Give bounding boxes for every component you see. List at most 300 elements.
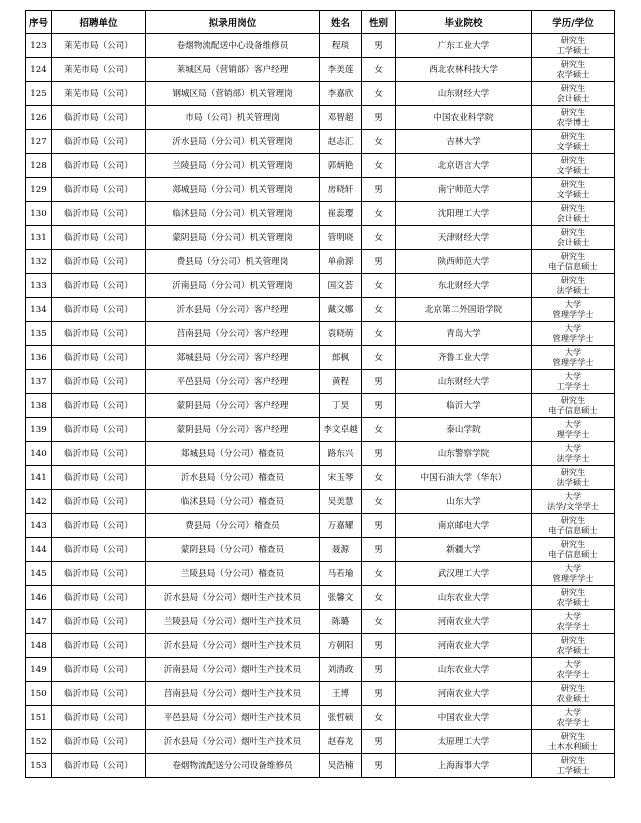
- cell-name: 黄程: [320, 370, 362, 394]
- cell-gender: 男: [362, 106, 396, 130]
- degree-title: 农学学士: [556, 716, 590, 727]
- cell-name: 李文卓越: [320, 418, 362, 442]
- table-row: [26, 370, 615, 394]
- cell-serial-number: 123: [26, 34, 52, 58]
- cell-serial-number: 124: [26, 58, 52, 82]
- cell-position: 沂水县局（分公司）机关管理岗: [146, 130, 320, 154]
- header-proposed-position: 拟录用岗位: [146, 11, 320, 34]
- cell-education-degree: [532, 586, 615, 610]
- cell-school: 山东大学: [396, 490, 532, 514]
- cell-school: 西北农林科技大学: [396, 58, 532, 82]
- cell-gender: 女: [362, 346, 396, 370]
- cell-hiring-unit: 临沂市局（公司）: [52, 394, 146, 418]
- education-level: 大学: [564, 659, 582, 669]
- table-row: [26, 202, 615, 226]
- cell-name: 吴浩楠: [320, 754, 362, 778]
- cell-serial-number: 129: [26, 178, 52, 202]
- education-level: 研究生: [560, 515, 586, 525]
- table-row: [26, 706, 615, 730]
- cell-serial-number: 140: [26, 442, 52, 466]
- cell-position: 临沭县局（分公司）机关管理岗: [146, 202, 320, 226]
- table-row: [26, 106, 615, 130]
- cell-education-degree: [532, 514, 615, 538]
- cell-serial-number: 149: [26, 658, 52, 682]
- cell-school: 山东农业大学: [396, 658, 532, 682]
- cell-education-degree: [532, 34, 615, 58]
- hiring-results-table: [25, 10, 615, 778]
- degree-title: 电子信息硕士: [548, 404, 598, 415]
- degree-title: 农学硕士: [556, 596, 590, 607]
- cell-gender: 男: [362, 634, 396, 658]
- cell-gender: 女: [362, 586, 396, 610]
- table-row: [26, 82, 615, 106]
- cell-hiring-unit: 莱芜市局（公司）: [52, 82, 146, 106]
- cell-position: 平邑县局（分公司）客户经理: [146, 370, 320, 394]
- cell-position: 临沭县局（分公司）稽查员: [146, 490, 320, 514]
- cell-name: 聂源: [320, 538, 362, 562]
- cell-name: 房晓轩: [320, 178, 362, 202]
- cell-gender: 女: [362, 298, 396, 322]
- cell-gender: 女: [362, 322, 396, 346]
- cell-education-degree: [532, 610, 615, 634]
- cell-gender: 男: [362, 514, 396, 538]
- cell-hiring-unit: 临沂市局（公司）: [52, 706, 146, 730]
- cell-name: 单俞源: [320, 250, 362, 274]
- table-row: [26, 466, 615, 490]
- degree-title: 土木水利硕士: [548, 740, 598, 751]
- education-level: 研究生: [560, 107, 586, 117]
- cell-education-degree: [532, 730, 615, 754]
- cell-education-degree: [532, 634, 615, 658]
- cell-position: 沂南县局（分公司）烟叶生产技术员: [146, 658, 320, 682]
- degree-title: 电子信息硕士: [548, 260, 598, 271]
- degree-title: 农学学士: [556, 620, 590, 631]
- cell-school: 吉林大学: [396, 130, 532, 154]
- cell-position: 沂水县局（分公司）烟叶生产技术员: [146, 730, 320, 754]
- cell-gender: 男: [362, 538, 396, 562]
- table-row: [26, 418, 615, 442]
- cell-serial-number: 148: [26, 634, 52, 658]
- cell-education-degree: [532, 370, 615, 394]
- cell-gender: 男: [362, 682, 396, 706]
- cell-position: 郯城县局（分公司）稽查员: [146, 442, 320, 466]
- degree-title: 文学硕士: [556, 164, 590, 175]
- cell-serial-number: 125: [26, 82, 52, 106]
- cell-serial-number: 150: [26, 682, 52, 706]
- cell-name: 管明晓: [320, 226, 362, 250]
- degree-title: 电子信息硕士: [548, 548, 598, 559]
- table-row: [26, 274, 615, 298]
- cell-position: 费县局（分公司）机关管理岗: [146, 250, 320, 274]
- cell-school: 临沂大学: [396, 394, 532, 418]
- degree-title: 会计硕士: [556, 92, 590, 103]
- cell-school: 河南农业大学: [396, 682, 532, 706]
- cell-education-degree: [532, 682, 615, 706]
- cell-hiring-unit: 临沂市局（公司）: [52, 202, 146, 226]
- cell-name: 国文荟: [320, 274, 362, 298]
- cell-hiring-unit: 临沂市局（公司）: [52, 178, 146, 202]
- cell-position: 兰陵县局（分公司）稽查员: [146, 562, 320, 586]
- cell-position: 莒南县局（分公司）烟叶生产技术员: [146, 682, 320, 706]
- cell-school: 陕西师范大学: [396, 250, 532, 274]
- cell-position: 兰陵县局（分公司）机关管理岗: [146, 154, 320, 178]
- cell-education-degree: [532, 322, 615, 346]
- education-level: 大学: [564, 443, 582, 453]
- education-level: 研究生: [560, 131, 586, 141]
- cell-serial-number: 152: [26, 730, 52, 754]
- cell-school: 齐鲁工业大学: [396, 346, 532, 370]
- table-row: [26, 298, 615, 322]
- education-level: 研究生: [560, 83, 586, 93]
- degree-title: 会计硕士: [556, 212, 590, 223]
- education-level: 大学: [564, 707, 582, 717]
- cell-hiring-unit: 临沂市局（公司）: [52, 418, 146, 442]
- cell-name: 郎枫: [320, 346, 362, 370]
- cell-position: 沂水县局（分公司）烟叶生产技术员: [146, 586, 320, 610]
- cell-school: 广东工业大学: [396, 34, 532, 58]
- header-hiring-unit: 招聘单位: [52, 11, 146, 34]
- cell-hiring-unit: 临沂市局（公司）: [52, 634, 146, 658]
- cell-hiring-unit: 莱芜市局（公司）: [52, 34, 146, 58]
- degree-title: 文学硕士: [556, 140, 590, 151]
- cell-hiring-unit: 临沂市局（公司）: [52, 106, 146, 130]
- cell-position: 蒙阴县局（分公司）客户经理: [146, 418, 320, 442]
- cell-name: 李美莲: [320, 58, 362, 82]
- education-level: 研究生: [560, 395, 586, 405]
- cell-hiring-unit: 临沂市局（公司）: [52, 274, 146, 298]
- cell-position: 卷烟物流配送分公司设备维修员: [146, 754, 320, 778]
- education-level: 研究生: [560, 275, 586, 285]
- header-gender: 性别: [362, 11, 396, 34]
- cell-school: 河南农业大学: [396, 634, 532, 658]
- cell-hiring-unit: 临沂市局（公司）: [52, 226, 146, 250]
- cell-hiring-unit: 临沂市局（公司）: [52, 322, 146, 346]
- degree-title: 工学硕士: [556, 764, 590, 775]
- cell-school: 沈阳理工大学: [396, 202, 532, 226]
- degree-title: 农业硕士: [556, 692, 590, 703]
- degree-title: 法学学士: [556, 452, 590, 463]
- cell-gender: 男: [362, 394, 396, 418]
- degree-title: 农学硕士: [556, 68, 590, 79]
- cell-serial-number: 138: [26, 394, 52, 418]
- cell-gender: 男: [362, 250, 396, 274]
- cell-name: 崔蕊璎: [320, 202, 362, 226]
- table-row: [26, 514, 615, 538]
- cell-serial-number: 133: [26, 274, 52, 298]
- cell-education-degree: [532, 82, 615, 106]
- cell-position: 钢城区局（营销部）机关管理岗: [146, 82, 320, 106]
- cell-hiring-unit: 临沂市局（公司）: [52, 586, 146, 610]
- cell-school: 山东警察学院: [396, 442, 532, 466]
- degree-title: 法学硕士: [556, 284, 590, 295]
- cell-gender: 女: [362, 466, 396, 490]
- education-level: 大学: [564, 563, 582, 573]
- table-row: [26, 154, 615, 178]
- cell-education-degree: [532, 178, 615, 202]
- cell-education-degree: [532, 658, 615, 682]
- education-level: 研究生: [560, 539, 586, 549]
- cell-education-degree: [532, 346, 615, 370]
- degree-title: 农学博士: [556, 116, 590, 127]
- cell-hiring-unit: 临沂市局（公司）: [52, 538, 146, 562]
- table-row: [26, 586, 615, 610]
- cell-hiring-unit: 临沂市局（公司）: [52, 730, 146, 754]
- degree-title: 电子信息硕士: [548, 524, 598, 535]
- cell-position: 沂水县局（分公司）客户经理: [146, 298, 320, 322]
- cell-serial-number: 137: [26, 370, 52, 394]
- cell-school: 中国农业大学: [396, 706, 532, 730]
- cell-hiring-unit: 临沂市局（公司）: [52, 130, 146, 154]
- cell-position: 郯城县局（分公司）客户经理: [146, 346, 320, 370]
- table-row: [26, 754, 615, 778]
- cell-gender: 女: [362, 82, 396, 106]
- cell-school: 北京第二外国语学院: [396, 298, 532, 322]
- cell-serial-number: 130: [26, 202, 52, 226]
- cell-education-degree: [532, 298, 615, 322]
- cell-gender: 男: [362, 730, 396, 754]
- cell-hiring-unit: 临沂市局（公司）: [52, 466, 146, 490]
- cell-gender: 女: [362, 58, 396, 82]
- cell-gender: 女: [362, 274, 396, 298]
- cell-hiring-unit: 临沂市局（公司）: [52, 250, 146, 274]
- cell-gender: 女: [362, 130, 396, 154]
- table-row: [26, 250, 615, 274]
- header-graduate-school: 毕业院校: [396, 11, 532, 34]
- cell-hiring-unit: 临沂市局（公司）: [52, 490, 146, 514]
- cell-name: 郭炳艳: [320, 154, 362, 178]
- cell-gender: 女: [362, 610, 396, 634]
- cell-gender: 女: [362, 202, 396, 226]
- cell-position: 平邑县局（分公司）烟叶生产技术员: [146, 706, 320, 730]
- cell-name: 方朝阳: [320, 634, 362, 658]
- cell-serial-number: 126: [26, 106, 52, 130]
- education-level: 大学: [564, 419, 582, 429]
- cell-school: 泰山学院: [396, 418, 532, 442]
- education-level: 大学: [564, 371, 582, 381]
- cell-serial-number: 131: [26, 226, 52, 250]
- cell-name: 刘清政: [320, 658, 362, 682]
- cell-hiring-unit: 临沂市局（公司）: [52, 346, 146, 370]
- cell-name: 张馨文: [320, 586, 362, 610]
- cell-serial-number: 144: [26, 538, 52, 562]
- degree-title: 农学学士: [556, 668, 590, 679]
- cell-name: 张哲硕: [320, 706, 362, 730]
- cell-name: 袁晓萌: [320, 322, 362, 346]
- header-education-degree: 学历/学位: [532, 11, 615, 34]
- education-level: 大学: [564, 299, 582, 309]
- cell-hiring-unit: 临沂市局（公司）: [52, 154, 146, 178]
- cell-school: 南宁师范大学: [396, 178, 532, 202]
- table-row: [26, 682, 615, 706]
- cell-school: 河南农业大学: [396, 610, 532, 634]
- education-level: 研究生: [560, 203, 586, 213]
- cell-hiring-unit: 临沂市局（公司）: [52, 442, 146, 466]
- cell-education-degree: [532, 418, 615, 442]
- cell-education-degree: [532, 466, 615, 490]
- education-level: 研究生: [560, 467, 586, 477]
- table-row: [26, 562, 615, 586]
- cell-serial-number: 145: [26, 562, 52, 586]
- degree-title: 会计硕士: [556, 236, 590, 247]
- cell-position: 沂水县局（分公司）稽查员: [146, 466, 320, 490]
- cell-position: 蒙阴县局（分公司）客户经理: [146, 394, 320, 418]
- cell-serial-number: 143: [26, 514, 52, 538]
- table-row: [26, 610, 615, 634]
- cell-serial-number: 141: [26, 466, 52, 490]
- cell-name: 宋玉琴: [320, 466, 362, 490]
- cell-education-degree: [532, 538, 615, 562]
- cell-school: 武汉理工大学: [396, 562, 532, 586]
- cell-hiring-unit: 临沂市局（公司）: [52, 682, 146, 706]
- cell-school: 青岛大学: [396, 322, 532, 346]
- cell-name: 赵志汇: [320, 130, 362, 154]
- cell-school: 天津财经大学: [396, 226, 532, 250]
- education-level: 大学: [564, 347, 582, 357]
- cell-gender: 男: [362, 442, 396, 466]
- education-level: 研究生: [560, 59, 586, 69]
- cell-name: 戴文娜: [320, 298, 362, 322]
- cell-gender: 女: [362, 562, 396, 586]
- cell-name: 赵春龙: [320, 730, 362, 754]
- cell-gender: 女: [362, 418, 396, 442]
- cell-hiring-unit: 临沂市局（公司）: [52, 658, 146, 682]
- cell-serial-number: 135: [26, 322, 52, 346]
- cell-gender: 男: [362, 658, 396, 682]
- cell-gender: 男: [362, 370, 396, 394]
- table-row: [26, 226, 615, 250]
- cell-education-degree: [532, 106, 615, 130]
- education-level: 研究生: [560, 227, 586, 237]
- cell-school: 中国石油大学（华东）: [396, 466, 532, 490]
- cell-position: 市局（公司）机关管理岗: [146, 106, 320, 130]
- table-row: [26, 346, 615, 370]
- cell-position: 莒南县局（分公司）客户经理: [146, 322, 320, 346]
- cell-gender: 男: [362, 34, 396, 58]
- cell-education-degree: [532, 562, 615, 586]
- header-serial-number: 序号: [26, 11, 52, 34]
- table-row: [26, 538, 615, 562]
- cell-gender: 女: [362, 706, 396, 730]
- cell-hiring-unit: 临沂市局（公司）: [52, 610, 146, 634]
- cell-position: 郯城县局（分公司）机关管理岗: [146, 178, 320, 202]
- cell-position: 沂水县局（分公司）烟叶生产技术员: [146, 634, 320, 658]
- degree-title: 管理学学士: [552, 308, 594, 319]
- cell-serial-number: 139: [26, 418, 52, 442]
- cell-hiring-unit: 临沂市局（公司）: [52, 514, 146, 538]
- cell-serial-number: 151: [26, 706, 52, 730]
- degree-title: 法学硕士: [556, 476, 590, 487]
- cell-school: 中国农业科学院: [396, 106, 532, 130]
- cell-gender: 女: [362, 490, 396, 514]
- cell-name: 马若瑜: [320, 562, 362, 586]
- degree-title: 法学/文学学士: [547, 500, 599, 511]
- cell-hiring-unit: 临沂市局（公司）: [52, 370, 146, 394]
- table-row: [26, 442, 615, 466]
- cell-education-degree: [532, 58, 615, 82]
- table-row: [26, 130, 615, 154]
- cell-serial-number: 153: [26, 754, 52, 778]
- degree-title: 管理学学士: [552, 572, 594, 583]
- education-level: 研究生: [560, 587, 586, 597]
- cell-education-degree: [532, 130, 615, 154]
- education-level: 大学: [564, 491, 582, 501]
- degree-title: 工学学士: [556, 380, 590, 391]
- cell-serial-number: 127: [26, 130, 52, 154]
- table-row: [26, 634, 615, 658]
- education-level: 研究生: [560, 755, 586, 765]
- cell-education-degree: [532, 250, 615, 274]
- header-name: 姓名: [320, 11, 362, 34]
- table-header-row: [26, 11, 615, 34]
- table-row: [26, 658, 615, 682]
- cell-school: 东北财经大学: [396, 274, 532, 298]
- cell-education-degree: [532, 202, 615, 226]
- cell-education-degree: [532, 226, 615, 250]
- cell-position: 费县局（分公司）稽查员: [146, 514, 320, 538]
- cell-education-degree: [532, 154, 615, 178]
- degree-title: 工学硕士: [556, 44, 590, 55]
- table-row: [26, 178, 615, 202]
- degree-title: 理学学士: [556, 428, 590, 439]
- education-level: 研究生: [560, 179, 586, 189]
- cell-school: 北京语言大学: [396, 154, 532, 178]
- cell-serial-number: 142: [26, 490, 52, 514]
- cell-position: 莱城区局（营销部）客户经理: [146, 58, 320, 82]
- cell-name: 万嘉耀: [320, 514, 362, 538]
- cell-school: 山东财经大学: [396, 82, 532, 106]
- table-row: [26, 34, 615, 58]
- table-row: [26, 58, 615, 82]
- cell-education-degree: [532, 706, 615, 730]
- cell-education-degree: [532, 754, 615, 778]
- education-level: 研究生: [560, 251, 586, 261]
- cell-name: 丁昊: [320, 394, 362, 418]
- cell-position: 蒙阴县局（分公司）稽查员: [146, 538, 320, 562]
- cell-name: 程琰: [320, 34, 362, 58]
- cell-name: 王博: [320, 682, 362, 706]
- cell-school: 新疆大学: [396, 538, 532, 562]
- cell-serial-number: 147: [26, 610, 52, 634]
- table-row: [26, 322, 615, 346]
- cell-position: 蒙阴县局（分公司）机关管理岗: [146, 226, 320, 250]
- cell-school: 上海海事大学: [396, 754, 532, 778]
- degree-title: 文学硕士: [556, 188, 590, 199]
- education-level: 研究生: [560, 635, 586, 645]
- cell-serial-number: 128: [26, 154, 52, 178]
- table-row: [26, 730, 615, 754]
- cell-gender: 男: [362, 754, 396, 778]
- cell-education-degree: [532, 274, 615, 298]
- cell-school: 太原理工大学: [396, 730, 532, 754]
- cell-gender: 男: [362, 178, 396, 202]
- table-row: [26, 394, 615, 418]
- education-level: 研究生: [560, 731, 586, 741]
- cell-position: 兰陵县局（分公司）烟叶生产技术员: [146, 610, 320, 634]
- cell-name: 陈璐: [320, 610, 362, 634]
- cell-hiring-unit: 临沂市局（公司）: [52, 298, 146, 322]
- cell-name: 吴美慧: [320, 490, 362, 514]
- education-level: 研究生: [560, 683, 586, 693]
- degree-title: 管理学学士: [552, 332, 594, 343]
- cell-education-degree: [532, 490, 615, 514]
- cell-serial-number: 136: [26, 346, 52, 370]
- table-row: [26, 490, 615, 514]
- cell-gender: 女: [362, 154, 396, 178]
- cell-hiring-unit: 临沂市局（公司）: [52, 562, 146, 586]
- cell-hiring-unit: 莱芜市局（公司）: [52, 58, 146, 82]
- degree-title: 农学硕士: [556, 644, 590, 655]
- cell-school: 山东农业大学: [396, 586, 532, 610]
